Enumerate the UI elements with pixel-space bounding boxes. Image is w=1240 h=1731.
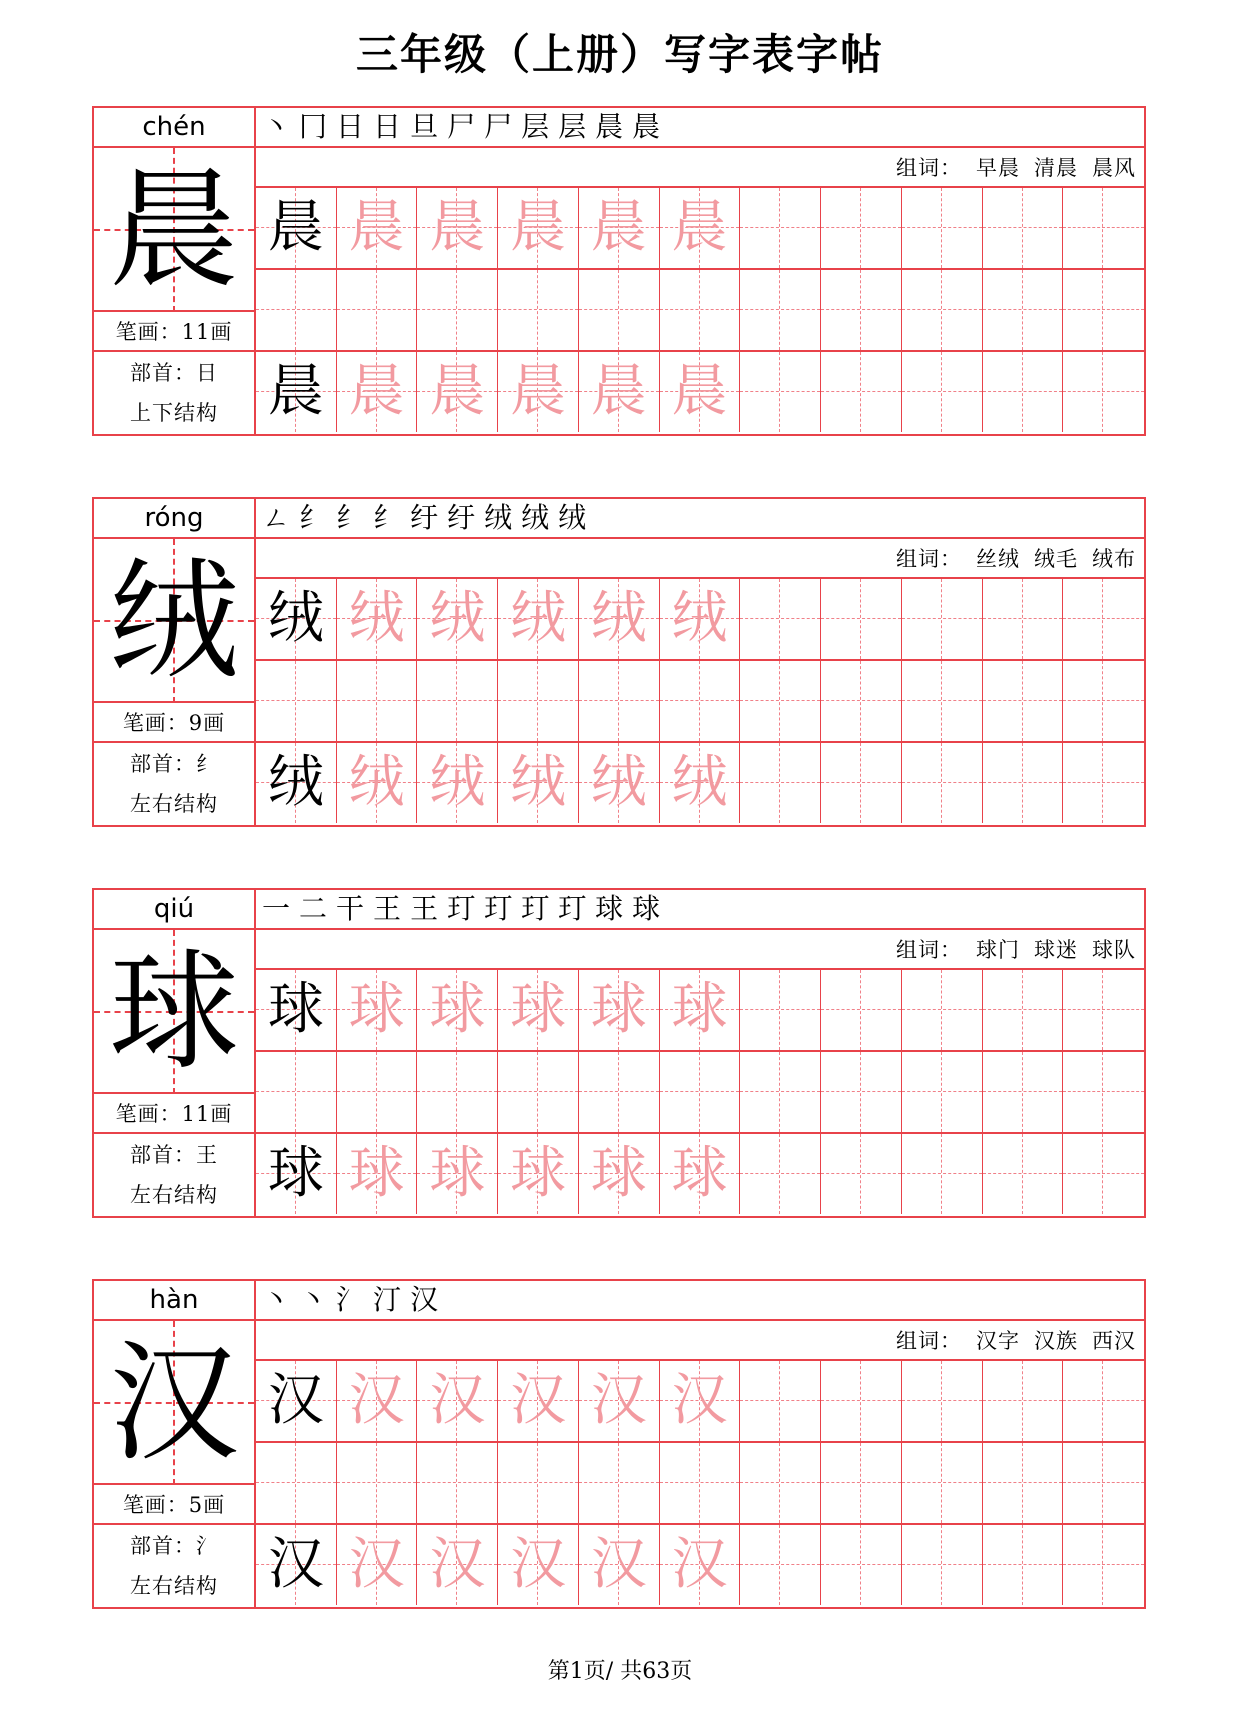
practice-cell[interactable] [983,1361,1064,1441]
practice-cell[interactable] [498,1525,579,1605]
practice-cell[interactable] [740,1361,821,1441]
structure-label: 左右结构 [130,792,218,816]
practice-cell[interactable] [579,352,660,432]
practice-cell[interactable] [498,1443,579,1523]
word-examples-row [256,539,1144,579]
practice-cell[interactable] [498,1134,579,1214]
trace-character: 汉 [348,1532,405,1597]
word-example: 球门 [976,938,1020,962]
practice-cell[interactable] [337,1361,418,1441]
stroke-order-step: 玎 [484,892,513,925]
model-character-box [94,930,254,1094]
stroke-order-step: 汉 [410,1283,439,1316]
stroke-order-step: 纟 [373,501,402,534]
trace-character: 球 [348,977,405,1042]
stroke-order-step: 绒 [558,501,587,534]
practice-cell[interactable] [498,352,579,432]
practice-cell[interactable] [256,970,337,1050]
practice-cell[interactable] [337,188,418,268]
practice-cell[interactable] [1063,270,1144,350]
stroke-order-step: 纡 [410,501,439,534]
stroke-order-row [256,108,1144,148]
trace-character: 球 [671,977,728,1042]
trace-character: 晨 [348,359,405,424]
trace-character: 绒 [590,586,647,651]
practice-grid-row [256,1134,1144,1216]
trace-character: 汉 [671,1532,728,1597]
practice-cell[interactable] [417,970,498,1050]
practice-cell[interactable] [337,1525,418,1605]
practice-cell[interactable] [417,1361,498,1441]
model-character: 绒 [108,545,239,697]
word-examples-label: 组词： [896,1329,962,1353]
radical-label: 部首：王 [130,1143,218,1167]
trace-character: 绒 [590,750,647,815]
pinyin-label: róng [94,499,254,539]
model-character-box [94,148,254,312]
word-example: 汉字 [976,1329,1020,1353]
practice-cell[interactable] [498,970,579,1050]
trace-character: 球 [590,1141,647,1206]
trace-character: 绒 [671,750,728,815]
practice-cell[interactable] [660,1525,741,1605]
practice-cell[interactable] [579,661,660,741]
practice-cell[interactable] [256,743,337,823]
practice-cell[interactable] [256,1525,337,1605]
trace-character: 绒 [348,586,405,651]
word-example: 丝绒 [976,547,1020,571]
practice-cell[interactable] [498,1052,579,1132]
model-character: 球 [108,936,239,1088]
stroke-order-step: 冂 [299,110,328,143]
practice-cell[interactable] [983,661,1064,741]
practice-cell[interactable] [902,1052,983,1132]
practice-area [256,499,1144,825]
practice-cell[interactable] [983,743,1064,823]
stroke-order-step: 层 [558,110,587,143]
stroke-order-step: 晨 [595,110,624,143]
word-example: 绒毛 [1034,547,1078,571]
practice-cell[interactable] [740,743,821,823]
practice-cell[interactable] [579,270,660,350]
practice-area [256,108,1144,434]
trace-character: 球 [671,1141,728,1206]
practice-cell[interactable] [498,1361,579,1441]
stroke-order-step: 汀 [373,1283,402,1316]
word-example: 清晨 [1034,156,1078,180]
practice-cell[interactable] [1063,1525,1144,1605]
reference-character: 绒 [267,586,324,651]
word-example: 汉族 [1034,1329,1078,1353]
practice-grid-row [256,1525,1144,1607]
practice-cell[interactable] [740,1134,821,1214]
practice-cell[interactable] [821,188,902,268]
stroke-order-step: ㄥ [262,501,291,534]
stroke-order-step: 一 [262,892,291,925]
stroke-count: 笔画：11画 [94,1094,254,1134]
practice-cell[interactable] [1063,661,1144,741]
stroke-order-step: 丶 [262,1283,291,1316]
practice-cell[interactable] [983,579,1064,659]
practice-cell[interactable] [740,1525,821,1605]
reference-character: 球 [267,1141,324,1206]
practice-cell[interactable] [579,1134,660,1214]
radical-label: 部首：日 [130,361,218,385]
practice-cell[interactable] [821,743,902,823]
practice-cell[interactable] [740,661,821,741]
practice-cell[interactable] [1063,1134,1144,1214]
practice-cell[interactable] [902,661,983,741]
stroke-count: 笔画：11画 [94,312,254,352]
word-example: 早晨 [976,156,1020,180]
model-character-box [94,539,254,703]
practice-cell[interactable] [337,270,418,350]
practice-cell[interactable] [498,743,579,823]
trace-character: 汉 [429,1368,486,1433]
practice-grid-row [256,1361,1144,1443]
practice-cell[interactable] [821,1134,902,1214]
stroke-order-row [256,499,1144,539]
reference-character: 绒 [267,750,324,815]
stroke-order-step: 纟 [336,501,365,534]
trace-character: 汉 [590,1532,647,1597]
practice-cell[interactable] [821,270,902,350]
practice-cell[interactable] [1063,1361,1144,1441]
practice-cell[interactable] [821,1361,902,1441]
reference-character: 晨 [267,195,324,260]
practice-cell[interactable] [821,1052,902,1132]
stroke-order-step: 旦 [410,110,439,143]
stroke-order-step: 氵 [336,1283,365,1316]
practice-cell[interactable] [579,579,660,659]
practice-cell[interactable] [498,270,579,350]
stroke-order-step: 丶 [262,110,291,143]
practice-cell[interactable] [579,1361,660,1441]
practice-grid-row [256,970,1144,1052]
practice-cell[interactable] [337,579,418,659]
practice-cell[interactable] [417,270,498,350]
reference-character: 晨 [267,359,324,424]
trace-character: 晨 [510,195,567,260]
radical-label: 部首：纟 [130,752,218,776]
trace-character: 球 [590,977,647,1042]
practice-cell[interactable] [660,188,741,268]
practice-cell[interactable] [660,352,741,432]
practice-cell[interactable] [256,352,337,432]
trace-character: 球 [348,1141,405,1206]
practice-cell[interactable] [417,1134,498,1214]
stroke-order-row [256,1281,1144,1321]
practice-cell[interactable] [902,1361,983,1441]
trace-character: 汉 [429,1532,486,1597]
practice-cell[interactable] [417,579,498,659]
practice-cell[interactable] [740,1443,821,1523]
practice-cell[interactable] [417,743,498,823]
trace-character: 绒 [429,586,486,651]
practice-cell[interactable] [821,970,902,1050]
practice-cell[interactable] [821,579,902,659]
trace-character: 绒 [348,750,405,815]
practice-cell[interactable] [498,579,579,659]
trace-character: 汉 [671,1368,728,1433]
practice-cell[interactable] [660,270,741,350]
practice-cell[interactable] [256,1134,337,1214]
practice-cell[interactable] [337,1134,418,1214]
word-examples-row [256,1321,1144,1361]
practice-cell[interactable] [983,270,1064,350]
word-examples-label: 组词： [896,156,962,180]
practice-cell[interactable] [579,970,660,1050]
practice-cell[interactable] [740,579,821,659]
practice-cell[interactable] [498,188,579,268]
practice-cell[interactable] [821,661,902,741]
trace-character: 球 [429,977,486,1042]
page-footer: 第1页/ 共63页 [547,1659,693,1684]
practice-cell[interactable] [902,1525,983,1605]
practice-cell[interactable] [821,1525,902,1605]
model-character: 汉 [108,1327,239,1479]
character-info-panel [94,108,256,434]
practice-cell[interactable] [983,1052,1064,1132]
character-block [92,888,1146,1218]
stroke-order-step: 王 [410,892,439,925]
practice-cell[interactable] [660,1443,741,1523]
stroke-order-step: 干 [336,892,365,925]
structure-label: 左右结构 [130,1574,218,1598]
stroke-order-step: 玎 [447,892,476,925]
practice-cell[interactable] [1063,743,1144,823]
practice-cell[interactable] [256,270,337,350]
trace-character: 晨 [429,195,486,260]
practice-grid-row [256,188,1144,270]
trace-character: 球 [510,977,567,1042]
word-examples-label: 组词： [896,938,962,962]
practice-cell[interactable] [821,352,902,432]
practice-cell[interactable] [983,1134,1064,1214]
practice-cell[interactable] [902,743,983,823]
practice-cell[interactable] [256,1361,337,1441]
stroke-order-step: 尸 [447,110,476,143]
practice-cell[interactable] [983,188,1064,268]
practice-cell[interactable] [337,970,418,1050]
practice-cell[interactable] [1063,1443,1144,1523]
stroke-count: 笔画：5画 [94,1485,254,1525]
practice-area [256,1281,1144,1607]
word-examples-label: 组词： [896,547,962,571]
pinyin-label: chén [94,108,254,148]
stroke-order-step: 日 [336,110,365,143]
practice-cell[interactable] [983,1525,1064,1605]
character-info-panel [94,1281,256,1607]
stroke-order-step: 层 [521,110,550,143]
practice-grid-row [256,270,1144,352]
practice-cell[interactable] [902,270,983,350]
practice-cell[interactable] [902,1443,983,1523]
practice-cell[interactable] [983,1443,1064,1523]
practice-cell[interactable] [579,743,660,823]
practice-cell[interactable] [660,579,741,659]
trace-character: 晨 [671,359,728,424]
stroke-order-step: 绒 [484,501,513,534]
practice-cell[interactable] [902,579,983,659]
word-examples-row [256,148,1144,188]
trace-character: 绒 [671,586,728,651]
practice-grid-row [256,743,1144,825]
reference-character: 汉 [267,1368,324,1433]
practice-cell[interactable] [983,352,1064,432]
practice-cell[interactable] [660,1134,741,1214]
stroke-count: 笔画：9画 [94,703,254,743]
practice-cell[interactable] [821,1443,902,1523]
trace-character: 晨 [590,359,647,424]
stroke-order-step: 球 [595,892,624,925]
practice-cell[interactable] [256,579,337,659]
stroke-order-row [256,890,1144,930]
trace-character: 晨 [348,195,405,260]
practice-cell[interactable] [337,743,418,823]
practice-cell[interactable] [660,970,741,1050]
practice-cell[interactable] [417,1052,498,1132]
practice-cell[interactable] [740,970,821,1050]
practice-cell[interactable] [660,1361,741,1441]
stroke-order-step: 日 [373,110,402,143]
practice-grid-row [256,1443,1144,1525]
structure-label: 左右结构 [130,1183,218,1207]
practice-cell[interactable] [1063,1052,1144,1132]
page-title: 三年级（上册）写字表字帖 [355,30,884,79]
practice-cell[interactable] [417,188,498,268]
stroke-order-step: 玎 [558,892,587,925]
practice-cell[interactable] [579,1443,660,1523]
trace-character: 汉 [510,1368,567,1433]
reference-character: 汉 [267,1532,324,1597]
word-example: 绒布 [1092,547,1136,571]
model-character-box [94,1321,254,1485]
practice-cell[interactable] [256,1443,337,1523]
practice-cell[interactable] [256,661,337,741]
character-info-panel [94,499,256,825]
practice-cell[interactable] [337,352,418,432]
practice-cell[interactable] [1063,352,1144,432]
pinyin-label: qiú [94,890,254,930]
practice-cell[interactable] [740,270,821,350]
word-examples-row [256,930,1144,970]
radical-label: 部首：氵 [130,1534,218,1558]
practice-cell[interactable] [902,1134,983,1214]
practice-area [256,890,1144,1216]
stroke-order-step: 晨 [632,110,661,143]
trace-character: 球 [510,1141,567,1206]
character-block [92,106,1146,436]
practice-cell[interactable] [983,970,1064,1050]
trace-character: 汉 [348,1368,405,1433]
character-block [92,1279,1146,1609]
pinyin-label: hàn [94,1281,254,1321]
structure-label: 上下结构 [130,401,218,425]
practice-cell[interactable] [417,1525,498,1605]
practice-cell[interactable] [579,1525,660,1605]
practice-cell[interactable] [902,970,983,1050]
trace-character: 绒 [429,750,486,815]
practice-grid-row [256,1052,1144,1134]
stroke-order-step: 纟 [299,501,328,534]
stroke-order-step: 球 [632,892,661,925]
trace-character: 绒 [510,586,567,651]
practice-cell[interactable] [256,1052,337,1132]
practice-cell[interactable] [902,352,983,432]
trace-character: 汉 [510,1532,567,1597]
practice-cell[interactable] [256,188,337,268]
word-example: 球迷 [1034,938,1078,962]
practice-cell[interactable] [660,743,741,823]
practice-grid-row [256,579,1144,661]
practice-cell[interactable] [902,188,983,268]
word-example: 西汉 [1092,1329,1136,1353]
practice-cell[interactable] [417,352,498,432]
practice-cell[interactable] [1063,970,1144,1050]
trace-character: 晨 [429,359,486,424]
stroke-order-step: 尸 [484,110,513,143]
reference-character: 球 [267,977,324,1042]
stroke-order-step: 丶 [299,1283,328,1316]
practice-cell[interactable] [417,1443,498,1523]
practice-cell[interactable] [1063,579,1144,659]
practice-grid-row [256,661,1144,743]
trace-character: 绒 [510,750,567,815]
practice-cell[interactable] [337,1443,418,1523]
stroke-order-step: 二 [299,892,328,925]
trace-character: 汉 [590,1368,647,1433]
trace-character: 球 [429,1141,486,1206]
practice-cell[interactable] [740,352,821,432]
trace-character: 晨 [671,195,728,260]
character-block [92,497,1146,827]
practice-grid-row [256,352,1144,434]
practice-cell[interactable] [498,661,579,741]
practice-cell[interactable] [417,661,498,741]
practice-cell[interactable] [660,661,741,741]
practice-cell[interactable] [579,1052,660,1132]
word-example: 球队 [1092,938,1136,962]
practice-cell[interactable] [579,188,660,268]
trace-character: 晨 [510,359,567,424]
practice-cell[interactable] [740,1052,821,1132]
stroke-order-step: 绒 [521,501,550,534]
practice-cell[interactable] [740,188,821,268]
word-example: 晨风 [1092,156,1136,180]
practice-cell[interactable] [337,1052,418,1132]
stroke-order-step: 纡 [447,501,476,534]
model-character: 晨 [108,154,239,306]
practice-cell[interactable] [337,661,418,741]
trace-character: 晨 [590,195,647,260]
practice-cell[interactable] [660,1052,741,1132]
practice-cell[interactable] [1063,188,1144,268]
stroke-order-step: 玎 [521,892,550,925]
character-info-panel [94,890,256,1216]
stroke-order-step: 王 [373,892,402,925]
